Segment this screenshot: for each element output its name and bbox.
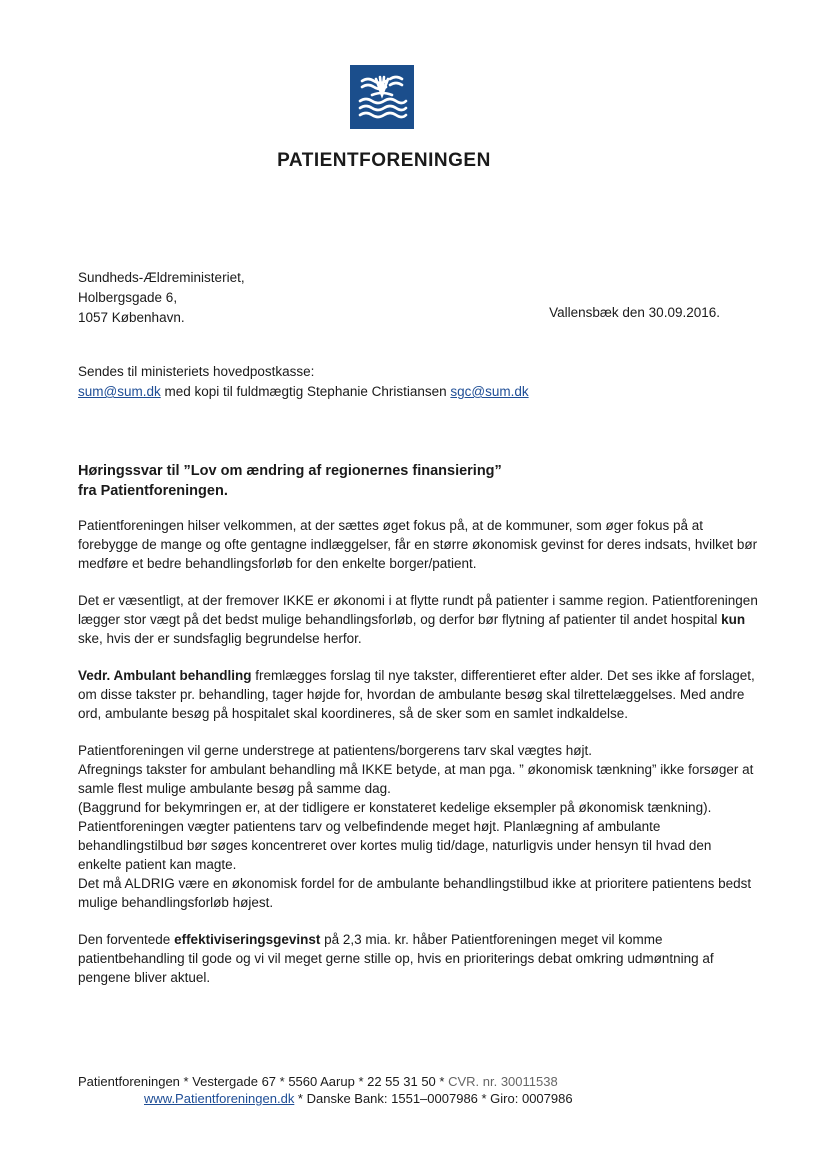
heading-line: fra Patientforeningen. (78, 483, 228, 499)
send-to-block (78, 362, 529, 402)
paragraph-text: fremlægges forslag til nye takster, differentieret efter alder. Det ses ikke af forslaget, om disse takster pr. behandling, tager højde for, hvordan de ambulante besøg skal tilrettelæggelses. Med andre ord, ambulante besøg på hospitalet skal koordineres, så de sker som en samlet indkaldelse. (78, 668, 755, 721)
send-to-label: Sendes til ministeriets hovedpostkasse: (78, 364, 315, 379)
send-to-middle-text: med kopi til fuldmægtig Stephanie Christiansen (160, 384, 451, 399)
paragraph-bold: Vedr. Ambulant behandling (78, 668, 252, 683)
waves-logo-icon (350, 65, 414, 129)
letter-heading (78, 461, 758, 501)
paragraph-line: (Baggrund for bekymringen er, at der tidligere er konstateret kedelige eksempler på økonomisk tænkning). (78, 800, 712, 815)
letter-body (78, 516, 758, 1005)
footer-cvr: CVR. nr. 30011538 (448, 1074, 558, 1089)
footer-line (78, 1073, 758, 1090)
paragraph (78, 591, 758, 648)
paragraph-line: Afregnings takster for ambulant behandling må IKKE betyde, at man pga. ” økonomisk tænkning” ikke forsøger at samle flest mulige ambulante besøg på samme dag. (78, 762, 754, 796)
footer-line (78, 1090, 758, 1107)
paragraph-bold: effektiviseringsgevinst (174, 932, 321, 947)
recipient-line: 1057 København. (78, 310, 185, 325)
footer-address: Patientforeningen * Vestergade 67 * 5560 Aarup * 22 55 31 50 * (78, 1074, 449, 1089)
paragraph-line: Patientforeningen vil gerne understrege at patientens/borgerens tarv skal vægtes højt. (78, 743, 593, 758)
recipient-address (78, 268, 245, 328)
paragraph (78, 666, 758, 723)
email-link-sgc[interactable]: sgc@sum.dk (450, 384, 529, 399)
paragraph-text: på 2,3 mia. kr. håber Patientforeningen meget vil komme patientbehandling til gode og vi vil meget gerne stille op, hvis en prioriterings debat omkring udmøntning af pengene bliver aktuel. (78, 932, 714, 985)
paragraph-line: Patientforeningen vægter patientens tarv og velbefindende meget højt. Planlægning af ambulante behandlingstilbud bør søges koncentreret over kortes mulig tid/dage, naturligvis under hensyn til hvad den enkelte patient kan magte. (78, 819, 712, 872)
paragraph-text: Det er væsentligt, at der fremover IKKE er økonomi i at flytte rundt på patienter i samme region. Patientforeningen lægger stor vægt på det bedst mulige behandlingsforløb, og derfor bør flytning af patienter til andet hospital (78, 593, 758, 627)
website-link[interactable]: www.Patientforeningen.dk (144, 1091, 295, 1106)
paragraph (78, 741, 758, 912)
paragraph-line: Det må ALDRIG være en økonomisk fordel for de ambulante behandlingstilbud ikke at prioritere patientens bedst mulige behandlingsforløb højest. (78, 876, 752, 910)
paragraph-bold: kun (721, 612, 746, 627)
paragraph-text: ske, hvis der er sundsfaglig begrundelse herfor. (78, 631, 362, 646)
footer-bank: * Danske Bank: 1551–0007986 * Giro: 0007986 (294, 1091, 573, 1106)
send-to-emails (78, 382, 529, 402)
email-link-sum[interactable]: sum@sum.dk (78, 384, 161, 399)
paragraph (78, 930, 758, 987)
organization-title: PATIENTFORENINGEN (277, 150, 491, 171)
recipient-line: Holbergsgade 6, (78, 290, 178, 305)
paragraph: Patientforeningen hilser velkommen, at der sættes øget fokus på, at de kommuner, som øger fokus på at forebygge de mange og ofte gentagne indlæggelser, får en større økonomisk gevinst for deres indsats, hvilket bør medføre et bedre behandlingsforløb for den enkelte borger/patient. (78, 518, 758, 571)
recipient-line: Sundheds-Ældreministeriet, (78, 270, 245, 285)
heading-line: Høringssvar til ”Lov om ændring af regionernes finansiering” (78, 463, 502, 479)
letter-footer (78, 1073, 758, 1107)
paragraph-text: Den forventede (78, 932, 175, 947)
letter-date: Vallensbæk den 30.09.2016. (549, 305, 720, 320)
